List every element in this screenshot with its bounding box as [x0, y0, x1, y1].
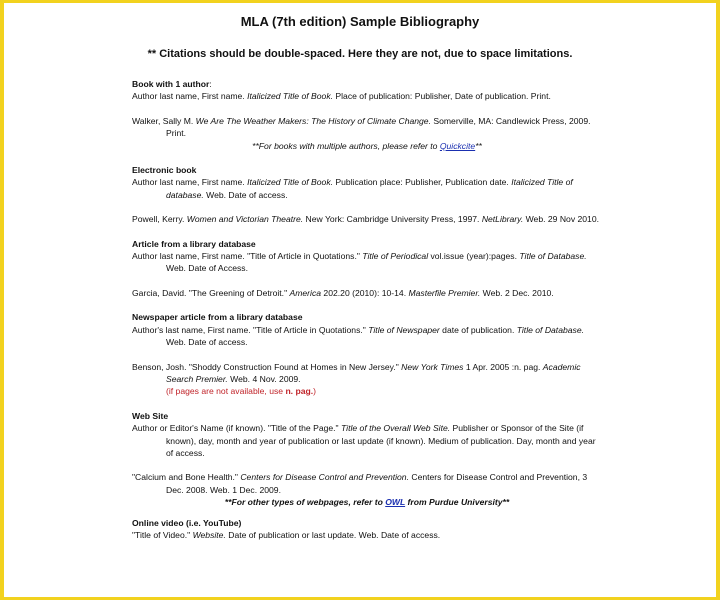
document-page: [4, 3, 716, 597]
quickcite-link[interactable]: Quickcite: [439, 140, 476, 151]
entry-text: Garcia, David. "The Greening of Detroit.": [132, 287, 290, 298]
entry-text: "Title of Video.": [132, 529, 193, 540]
section-heading: Web Site: [132, 410, 169, 421]
other-webpages-note: [132, 496, 602, 508]
entry-italic: Academic Search Premier.: [166, 361, 581, 384]
entry-italic: Centers for Disease Control and Prevention.: [240, 472, 409, 483]
entry-italic: NetLibrary.: [481, 214, 524, 225]
entry-italic: Title of Newspaper: [368, 324, 440, 335]
entry-italic: New York Times: [401, 361, 464, 372]
entry-text: Benson, Josh. "Shoddy Construction Found at Homes in New Jersey.": [132, 361, 402, 372]
entry-text: Web. 29 Nov 2010.: [523, 214, 600, 225]
heading-colon: :: [209, 79, 212, 89]
format-entry: [132, 176, 602, 201]
pages-note: [166, 386, 316, 396]
entry-text: Publication place: Publisher, Publication date.: [333, 177, 512, 188]
entry-text: 1 Apr. 2005 :n. pag.: [463, 361, 543, 372]
note-text: (if pages are not available, use: [166, 386, 286, 397]
note-text: **: [475, 140, 482, 151]
entry-text: New York: Cambridge University Press, 1997.: [303, 214, 482, 225]
entry-text: date of publication.: [439, 324, 517, 335]
entry-text: Place of publication: Publisher, Date of publication. Print.: [333, 91, 551, 102]
section-heading: [132, 78, 602, 90]
entry-italic: Italicized Title of Book.: [247, 91, 334, 102]
entry-text: Walker, Sally M.: [132, 115, 196, 126]
example-entry: [132, 287, 602, 299]
entry-text: Author last name, First name.: [132, 177, 248, 188]
format-entry: [132, 529, 602, 541]
note-text: **For books with multiple authors, please refer to: [252, 140, 440, 151]
section-heading: Newspaper article from a library database: [132, 312, 303, 323]
section-heading: Online video (i.e. YouTube): [132, 517, 242, 528]
note-text: ): [313, 386, 317, 397]
entry-text: Web. 2 Dec. 2010.: [480, 287, 554, 298]
entry-italic: Italicized Title of Book.: [247, 177, 334, 188]
section-heading: Article from a library database: [132, 238, 256, 249]
entry-italic: Title of Periodical: [362, 251, 429, 262]
section-heading: Electronic book: [132, 165, 197, 176]
example-entry: [132, 361, 602, 398]
entry-text: vol.issue (year):pages.: [428, 251, 520, 262]
section-book: [132, 78, 602, 152]
entry-text: Centers for Disease Control and Prevention, 3 Dec. 2008. Web. 1 Dec. 2009.: [166, 472, 588, 495]
entry-italic: We Are The Weather Makers: The History of Climate Change.: [195, 115, 431, 126]
owl-link[interactable]: OWL: [385, 497, 406, 508]
example-entry: [132, 213, 602, 225]
entry-italic: Website.: [192, 529, 226, 540]
entry-text: 202.20 (2010): 10-14.: [321, 287, 409, 298]
entry-text: Author's last name, First name. "Title of Article in Quotations.": [132, 324, 369, 335]
entry-italic: Title of Database.: [516, 324, 584, 335]
entry-italic: Title of Database.: [519, 251, 587, 262]
entry-text: Publisher or Sponsor of the Site (if known), day, month and year of publication or last update (if known). Medium of publication. Day, month and year of access.: [166, 423, 596, 458]
entry-italic: Women and Victorian Theatre.: [186, 214, 304, 225]
page-title: MLA (7th edition) Sample Bibliography: [240, 14, 480, 29]
entry-text: Powell, Kerry.: [132, 214, 187, 225]
note-text: **For other types of webpages, refer to: [224, 497, 386, 508]
format-entry: [132, 422, 602, 459]
format-entry: [132, 250, 602, 275]
spacing-note: ** Citations should be double-spaced. Here they are not, due to space limitations.: [147, 48, 573, 60]
entry-italic: Italicized Title of database.: [166, 177, 573, 200]
section-newspaper: [132, 311, 602, 397]
entry-text: Web. Date of access.: [203, 189, 288, 200]
heading-text: Book with 1 author: [132, 79, 210, 89]
example-entry: [132, 471, 602, 496]
entry-italic: Masterfile Premier.: [408, 287, 481, 298]
entry-text: "Calcium and Bone Health.": [132, 472, 241, 483]
format-entry: [132, 90, 602, 102]
note-bold: n. pag.: [285, 386, 314, 397]
entry-text: Web. Date of access.: [166, 337, 248, 348]
section-website: [132, 410, 602, 509]
section-video: [132, 517, 602, 542]
entry-text: Author last name, First name. "Title of Article in Quotations.": [132, 251, 363, 262]
format-entry: [132, 324, 602, 349]
entry-italic: Title of the Overall Web Site.: [341, 423, 451, 434]
entry-text: Web. 4 Nov. 2009.: [227, 373, 301, 384]
entry-text: Date of publication or last update. Web. Date of access.: [225, 529, 441, 540]
section-article: [132, 238, 602, 300]
entry-text: Author last name, First name.: [132, 91, 248, 102]
bibliography-content: [132, 78, 602, 541]
entry-text: Somerville, MA: Candlewick Press, 2009. Print.: [166, 115, 591, 139]
entry-text: Web. Date of Access.: [166, 263, 248, 274]
multi-author-note: [132, 140, 602, 152]
entry-text: Author or Editor's Name (if known). "Title of the Page.": [132, 423, 341, 434]
entry-italic: America: [289, 287, 322, 298]
section-electronic: [132, 164, 602, 226]
note-text: from Purdue University**: [405, 497, 510, 508]
example-entry: [132, 115, 602, 140]
